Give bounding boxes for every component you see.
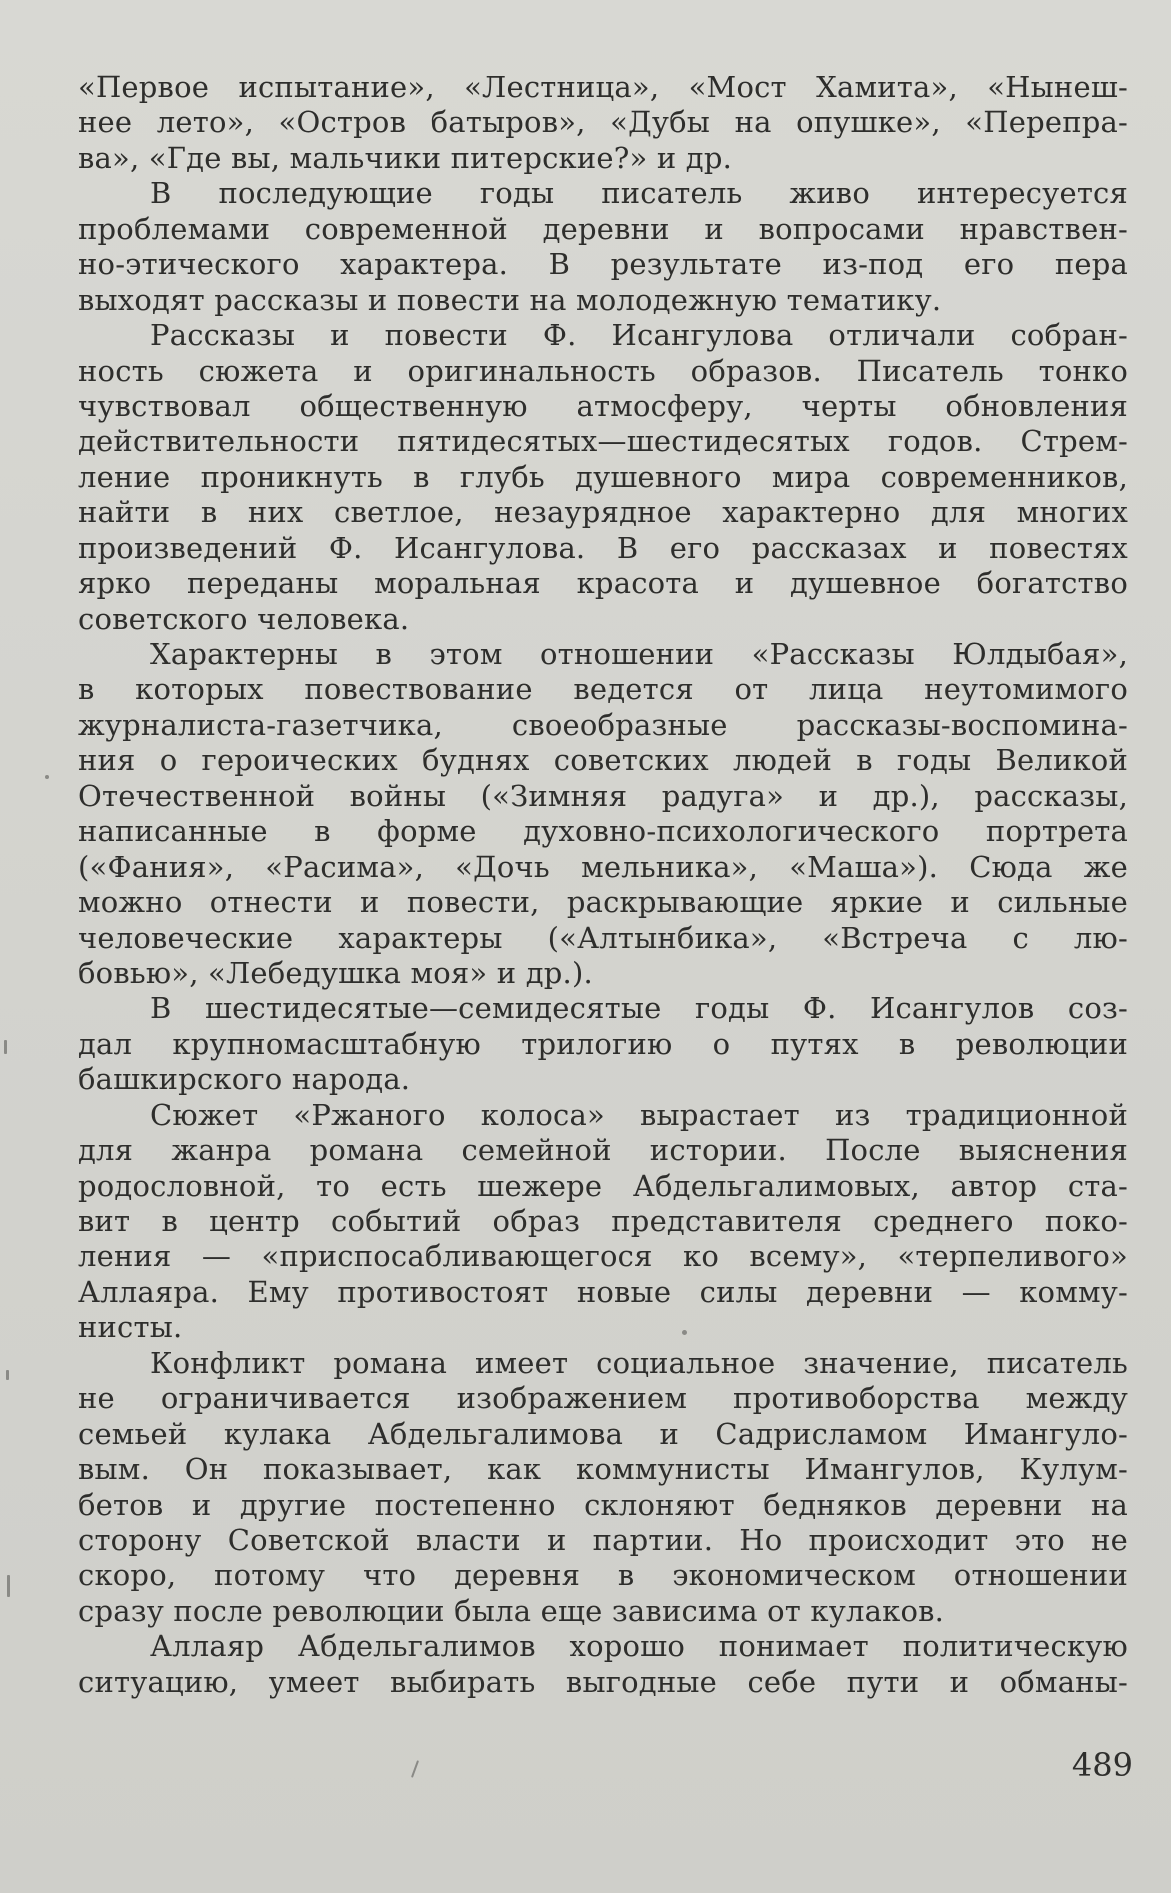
text-line: В последующие годы писатель живо интересуется [150,176,1128,211]
text-line: Сюжет «Ржаного колоса» вырастает из традиционной [150,1097,1128,1132]
text-line: ление проникнуть в глубь душевного мира современников, [78,459,1128,494]
text-line: сразу после революции была еще зависима от кулаков. [78,1593,945,1628]
text-line: Характерны в этом отношении «Рассказы Юлдыбая», [150,637,1128,671]
text-line: сторону Советской власти и партии. Но происходит это не [78,1522,1128,1557]
text-line: выходят рассказы и повести на молодежную тематику. [78,282,942,317]
scan-speck [6,1370,9,1380]
text-line: действительности пятидесятых—шестидесятых годов. Стрем- [78,424,1128,459]
text-line: дал крупномасштабную трилогию о путях в революции [78,1026,1128,1061]
scan-speck [4,1040,7,1054]
text-line: в которых повествование ведется от лица неутомимого [78,672,1128,707]
text-line: бетов и другие постепенно склоняют бедняков деревни на [78,1487,1128,1522]
text-line: семьей кулака Абдельгалимова и Садрисламом Имангуло- [78,1416,1128,1451]
text-line: ления — «приспосабливающегося ко всему», «терпеливого» [78,1239,1128,1274]
text-line: Отечественной войны («Зимняя радуга» и др.), рассказы, [78,778,1128,813]
text-line: советского человека. [78,601,410,636]
text-line: башкирского народа. [78,1062,411,1097]
scan-speck [411,1760,419,1778]
text-line: Конфликт романа имеет социальное значение, писатель [150,1345,1128,1380]
text-line: скоро, потому что деревня в экономическом отношении [78,1558,1128,1593]
text-line: не ограничивается изображением противоборства между [78,1381,1128,1416]
text-line: Аллаяра. Ему противостоят новые силы деревни — комму- [78,1274,1128,1309]
text-line: человеческие характеры («Алтынбика», «Встреча с лю- [78,920,1128,955]
text-line: В шестидесятые—семидесятые годы Ф. Исангулов соз- [150,991,1128,1026]
page-number: 489 [1071,1746,1133,1784]
text-line: бовью», «Лебедушка моя» и др.). [78,955,593,990]
text-line: вит в центр событий образ представителя среднего поко- [78,1204,1128,1238]
text-line: Рассказы и повести Ф. Исангулова отличали собран- [150,318,1128,353]
text-line: Аллаяр Абдельгалимов хорошо понимает политическую [150,1629,1128,1664]
text-line: произведений Ф. Исангулова. В его рассказах и повестях [78,530,1128,565]
text-line: «Первое испытание», «Лестница», «Мост Хамита», «Нынеш- [78,70,1128,104]
text-line: нее лето», «Остров батыров», «Дубы на опушке», «Перепра- [78,105,1128,140]
scan-speck [7,1575,10,1597]
body-text [78,70,1128,1700]
scan-speck [45,775,49,779]
scan-speck [682,1330,687,1335]
text-line: журналиста-газетчика, своеобразные рассказы-воспомина- [78,707,1128,742]
text-line: написанные в форме духовно-психологического портрета [78,814,1128,849]
text-line: ния о героических буднях советских людей в годы Великой [78,743,1128,778]
text-line: ва», «Где вы, мальчики питерские?» и др. [78,140,733,175]
text-line: ситуацию, умеет выбирать выгодные себе пути и обманы- [78,1664,1128,1699]
text-line: можно отнести и повести, раскрывающие яркие и сильные [78,885,1128,920]
text-line: проблемами современной деревни и вопросами нравствен- [78,211,1128,246]
text-line: но-этического характера. В результате из-под его пера [78,247,1128,282]
text-line: для жанра романа семейной истории. После выяснения [78,1133,1128,1168]
text-line: найти в них светлое, незаурядное характерно для многих [78,495,1128,530]
text-line: чувствовал общественную атмосферу, черты обновления [78,388,1128,423]
text-line: ность сюжета и оригинальность образов. Писатель тонко [78,353,1128,388]
text-line: («Фания», «Расима», «Дочь мельника», «Маша»). Сюда же [78,849,1128,884]
text-line: нисты. [78,1310,183,1345]
text-line: родословной, то есть шежере Абдельгалимовых, автор ста- [78,1168,1128,1203]
text-line: ярко переданы моральная красота и душевное богатство [78,566,1128,601]
text-line: вым. Он показывает, как коммунисты Имангулов, Кулум- [78,1452,1128,1487]
